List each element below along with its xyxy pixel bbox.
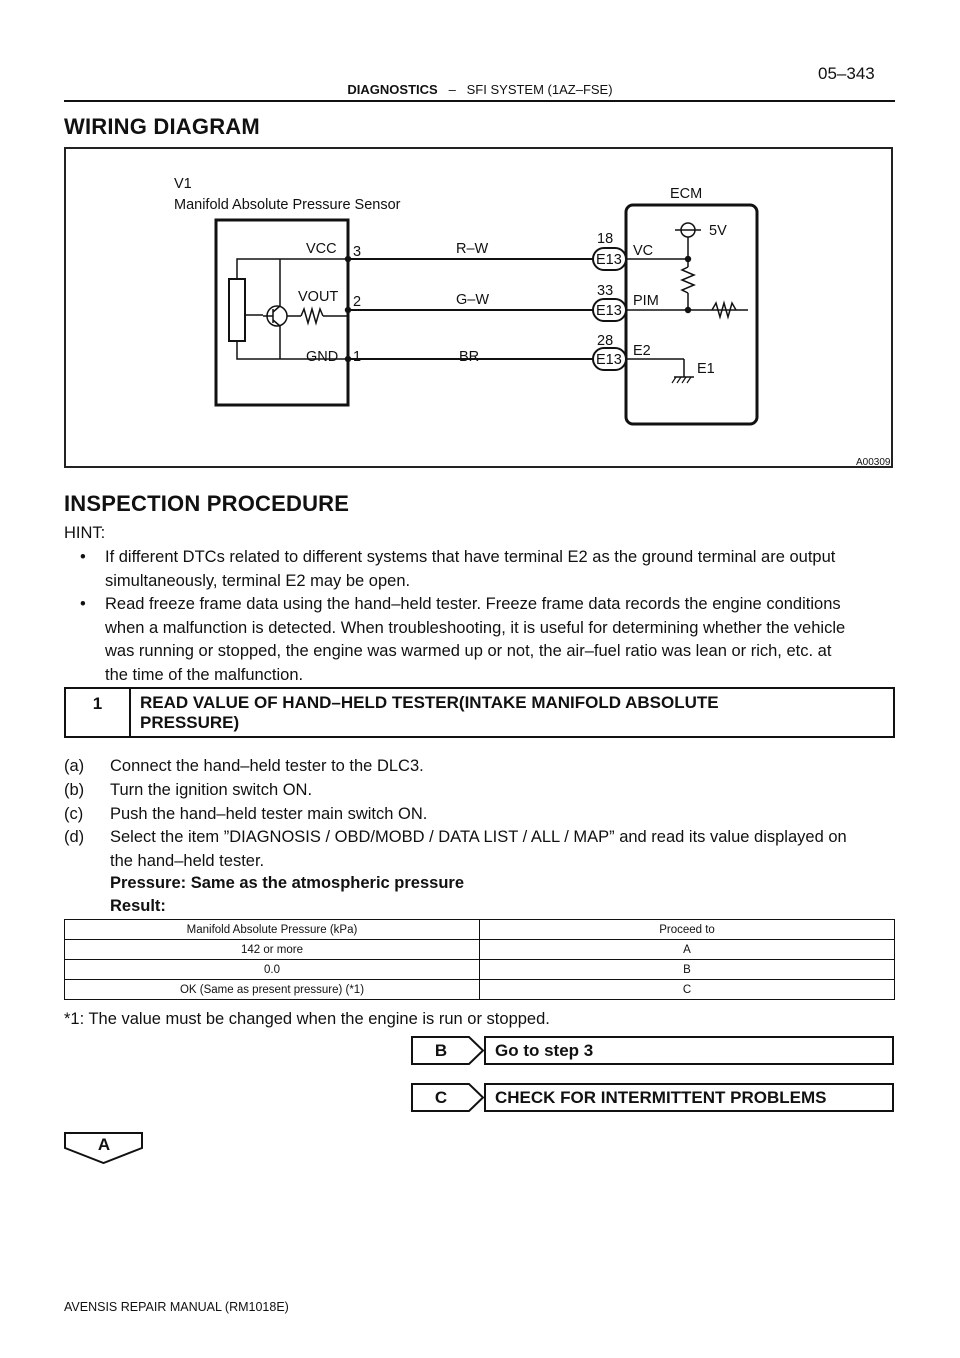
header-rule — [64, 100, 895, 102]
substep-c-label: (c) — [64, 805, 84, 823]
branch-b — [411, 1036, 895, 1065]
table-cell: B — [480, 960, 895, 980]
figure-id: A00309 — [856, 457, 891, 468]
hint-bullet-1-line-1: If different DTCs related to different systems that have terminal E2 as the ground terminal are output — [105, 548, 836, 566]
table-cell: C — [480, 980, 895, 1000]
ecm-label: ECM — [670, 186, 703, 202]
substep-d-label: (d) — [64, 828, 85, 846]
pullup-resistor — [682, 267, 694, 293]
branch-c-action: CHECK FOR INTERMITTENT PROBLEMS — [484, 1083, 894, 1112]
inspection-title: INSPECTION PROCEDURE — [64, 491, 350, 516]
step-title-line-2: PRESSURE) — [140, 713, 240, 732]
wire-color-br: BR — [459, 349, 480, 365]
substep-b — [64, 779, 895, 803]
step-1-header — [64, 687, 895, 738]
hint-bullet-1 — [80, 546, 895, 594]
substep-d-line-1: Select the item ”DIAGNOSIS / OBD/MOBD / DATA LIST / ALL / MAP” and read its value displayed on — [110, 828, 847, 846]
next-step-tag — [64, 1132, 144, 1164]
header-section: DIAGNOSTICS — [347, 82, 438, 97]
next-step-letter: A — [97, 1135, 111, 1154]
hint-label: HINT: — [64, 524, 106, 542]
page-number: 05–343 — [818, 64, 875, 83]
result-table — [64, 919, 895, 1000]
hint-bullet-2 — [80, 593, 895, 688]
ecm-terminal-e1: E1 — [697, 361, 715, 377]
bullet-glyph: • — [80, 595, 86, 613]
bullet-glyph: • — [80, 548, 86, 566]
footnote: *1: The value must be changed when the engine is run or stopped. — [64, 1010, 550, 1028]
branch-c-letter: C — [434, 1088, 448, 1107]
ecm-terminal-e2: E2 — [633, 343, 651, 359]
substep-d-line-2: the hand–held tester. — [110, 851, 265, 870]
table-header-row — [65, 920, 895, 940]
hint-bullet-1-line-2: simultaneously, terminal E2 may be open. — [105, 571, 411, 590]
connector-code-2: E13 — [596, 303, 622, 319]
header-dash: – — [448, 82, 456, 97]
connector-pin-18: 18 — [597, 231, 614, 247]
table-row — [65, 960, 895, 980]
hint-bullet-2-line-3: was running or stopped, the engine was warmed up or not, the air–fuel ratio was lean or rich, etc. at — [105, 642, 832, 660]
table-row — [65, 940, 895, 960]
substep-d — [64, 826, 895, 874]
ecm-terminal-vc: VC — [633, 243, 654, 259]
pin-label-gnd: GND — [306, 349, 339, 365]
hint-bullet-2-line-1: Read freeze frame data using the hand–held tester. Freeze frame data records the engine conditions — [105, 595, 841, 613]
branch-c — [411, 1083, 895, 1112]
sensor-element — [229, 279, 245, 341]
connector-pin-33: 33 — [597, 283, 614, 299]
pin-label-vcc: VCC — [306, 241, 337, 257]
substep-c — [64, 803, 895, 827]
table-row — [65, 980, 895, 1000]
sensor-resistor — [301, 309, 323, 323]
step-title-line-1: READ VALUE OF HAND–HELD TESTER(INTAKE MANIFOLD ABSOLUTE — [140, 693, 719, 712]
table-header-proceed: Proceed to — [480, 920, 895, 940]
ecm-voltage: 5V — [709, 223, 727, 239]
ecm-terminal-pim: PIM — [633, 293, 659, 309]
footer: AVENSIS REPAIR MANUAL (RM1018E) — [64, 1300, 289, 1314]
substep-b-text: Turn the ignition switch ON. — [110, 781, 313, 799]
sensor-name: Manifold Absolute Pressure Sensor — [174, 197, 401, 213]
pressure-note: Pressure: Same as the atmospheric pressure — [110, 874, 465, 892]
result-label: Result: — [110, 897, 166, 915]
header-subsection: SFI SYSTEM (1AZ–FSE) — [466, 82, 613, 97]
connector-pin-28: 28 — [597, 333, 614, 349]
ecm-box — [626, 205, 757, 424]
substep-a-label: (a) — [64, 757, 85, 775]
substep-a — [64, 755, 895, 779]
branch-b-action: Go to step 3 — [484, 1036, 894, 1065]
sensor-code: V1 — [174, 176, 192, 192]
step-number: 1 — [66, 689, 131, 736]
wire-color-r-w: R–W — [456, 241, 489, 257]
hint-bullet-2-line-2: when a malfunction is detected. When troubleshooting, it is useful for determining whether the vehicle — [105, 618, 846, 637]
table-cell: OK (Same as present pressure) (*1) — [65, 980, 480, 1000]
pin-number-1: 1 — [353, 349, 362, 365]
wire-color-g-w: G–W — [456, 292, 490, 308]
pin-number-2: 2 — [353, 294, 362, 310]
branch-b-letter: B — [434, 1041, 448, 1060]
running-header — [0, 82, 960, 97]
wiring-diagram — [64, 147, 893, 468]
wiring-diagram-title: WIRING DIAGRAM — [64, 114, 260, 139]
pin-number-3: 3 — [353, 244, 362, 260]
connector-code-3: E13 — [596, 352, 622, 368]
wiring-diagram-svg — [66, 149, 895, 470]
table-cell: A — [480, 940, 895, 960]
pin-label-vout: VOUT — [298, 289, 339, 305]
hint-bullet-2-line-4: the time of the malfunction. — [105, 665, 304, 684]
connector-code-1: E13 — [596, 252, 622, 268]
table-header-pressure: Manifold Absolute Pressure (kPa) — [65, 920, 480, 940]
substep-c-text: Push the hand–held tester main switch ON. — [110, 805, 428, 823]
table-cell: 0.0 — [65, 960, 480, 980]
substep-a-text: Connect the hand–held tester to the DLC3. — [110, 757, 424, 775]
substep-b-label: (b) — [64, 781, 85, 799]
table-cell: 142 or more — [65, 940, 480, 960]
